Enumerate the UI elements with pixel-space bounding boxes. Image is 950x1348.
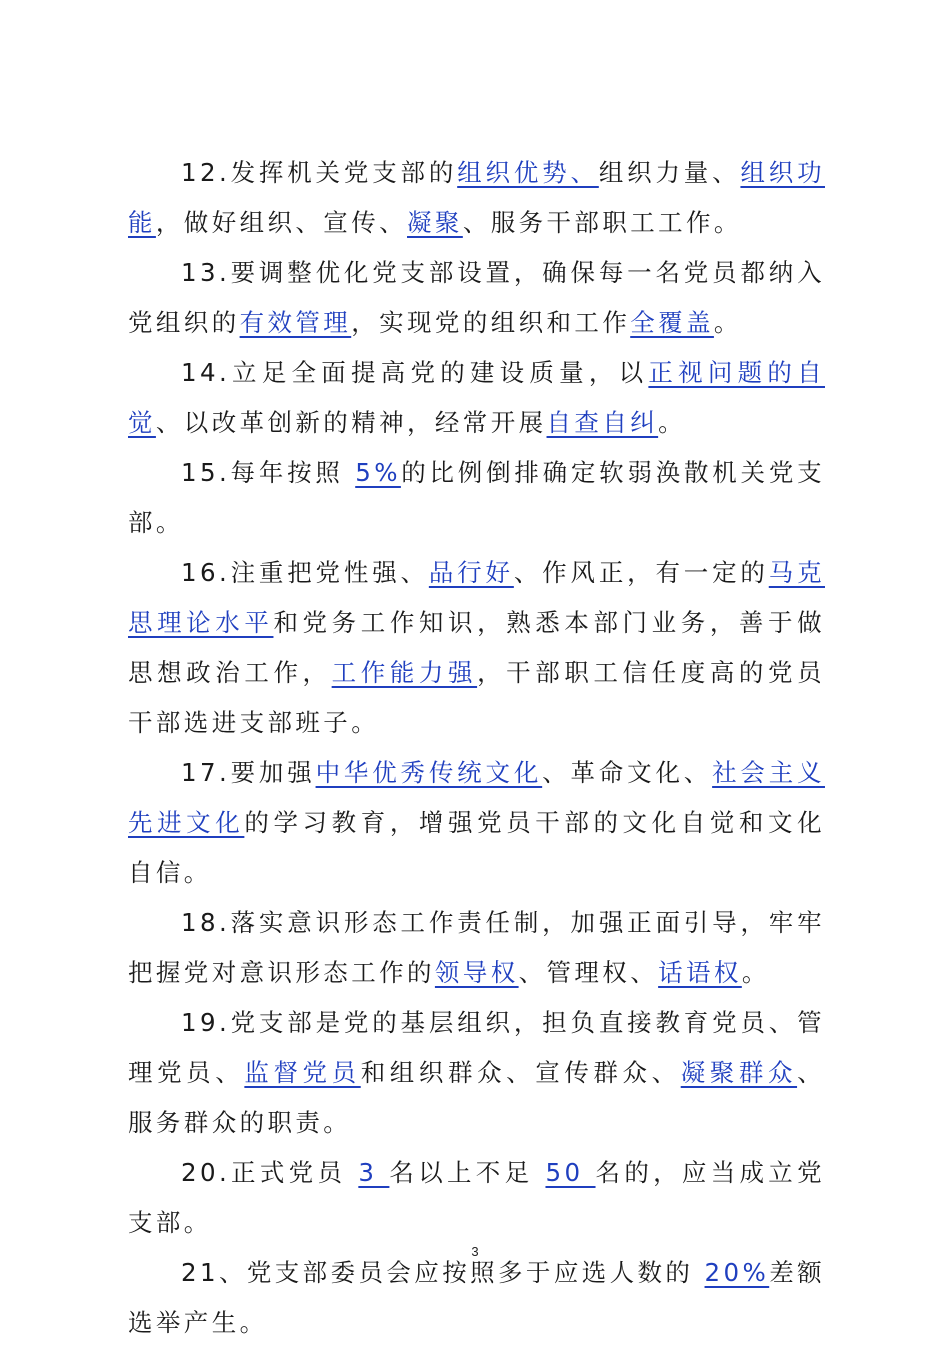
paragraph-text: ，实现党的组织和工作 bbox=[351, 308, 631, 337]
paragraph-item-14 bbox=[128, 348, 825, 448]
fill-in-answer: 组织功能 bbox=[128, 158, 825, 237]
fill-in-answer: 凝聚 bbox=[407, 208, 463, 237]
paragraph-text: 、服务群众的职责。 bbox=[128, 1058, 825, 1137]
document-body bbox=[128, 148, 825, 1348]
paragraph-item-17 bbox=[128, 748, 825, 898]
paragraph-text: 13.要调整优化党支部设置，确保每一名党员都纳入党组织的 bbox=[128, 258, 825, 337]
fill-in-answer: 正视问题的自觉 bbox=[128, 358, 825, 437]
fill-in-answer: 5% bbox=[355, 458, 401, 487]
fill-in-answer: 3 bbox=[358, 1158, 390, 1187]
paragraph-text: ，做好组织、宣传、 bbox=[155, 208, 408, 237]
paragraph-text: 19.党支部是党的基层组织，担负直接教育党员、管理党员、 bbox=[128, 1008, 825, 1087]
paragraph-text: 、服务干部职工工作。 bbox=[462, 208, 742, 237]
paragraph-item-19 bbox=[128, 998, 825, 1148]
paragraph-text: 、革命文化、 bbox=[542, 758, 713, 787]
paragraph-item-20 bbox=[128, 1148, 825, 1248]
fill-in-answer: 工作能力强 bbox=[331, 658, 478, 687]
fill-in-answer: 监督党员 bbox=[244, 1058, 361, 1087]
fill-in-answer: 20% bbox=[704, 1258, 770, 1287]
fill-in-answer: 凝聚群众 bbox=[680, 1058, 798, 1087]
paragraph-text: 、以改革创新的精神，经常开展 bbox=[155, 408, 547, 437]
paragraph-text: 20.正式党员 bbox=[181, 1158, 359, 1187]
fill-in-answer: 马克思理论水平 bbox=[128, 558, 825, 637]
paragraph-text: 17.要加强 bbox=[181, 758, 316, 787]
paragraph-text: 14.立足全面提高党的建设质量，以 bbox=[181, 358, 649, 387]
paragraph-text: 的比例倒排确定软弱涣散机关党支部。 bbox=[128, 458, 825, 537]
paragraph-text: 和党务工作知识，熟悉本部门业务，善于做思想政治工作， bbox=[128, 608, 826, 687]
paragraph-text: 。 bbox=[713, 308, 742, 337]
paragraph-text: 差额选举产生。 bbox=[128, 1258, 825, 1337]
fill-in-answer: 自查自纠 bbox=[546, 408, 659, 437]
paragraph-item-18 bbox=[128, 898, 825, 998]
fill-in-answer: 中华优秀传统文化 bbox=[315, 758, 543, 787]
paragraph-item-15 bbox=[128, 448, 825, 548]
paragraph-text: 21、党支部委员会应按照多于应选人数的 bbox=[181, 1258, 705, 1287]
paragraph-text: ，干部职工信任度高的党员干部选进支部班子。 bbox=[128, 658, 825, 737]
paragraph-text: 16.注重把党性强、 bbox=[181, 558, 429, 587]
paragraph-text: 。 bbox=[658, 408, 687, 437]
fill-in-answer: 50 bbox=[545, 1158, 596, 1187]
paragraph-text: 和组织群众、宣传群众、 bbox=[360, 1058, 681, 1087]
fill-in-answer: 领导权 bbox=[434, 958, 519, 987]
paragraph-text: 、作风正，有一定的 bbox=[513, 558, 769, 587]
paragraph-text: 15.每年按照 bbox=[181, 458, 356, 487]
fill-in-answer: 社会主义先进文化 bbox=[128, 758, 825, 837]
fill-in-answer: 全覆盖 bbox=[630, 308, 714, 337]
paragraph-item-21 bbox=[128, 1248, 825, 1348]
paragraph-text: 名的，应当成立党支部。 bbox=[128, 1158, 825, 1237]
paragraph-text: 12.发挥机关党支部的 bbox=[181, 158, 458, 187]
fill-in-answer: 有效管理 bbox=[239, 308, 352, 337]
paragraph-text: 18.落实意识形态工作责任制，加强正面引导，牢牢把握党对意识形态工作的 bbox=[128, 908, 825, 987]
paragraph-text: 的学习教育，增强党员干部的文化自觉和文化自信。 bbox=[128, 808, 825, 887]
page-number: 3 bbox=[471, 1244, 479, 1259]
paragraph-item-16 bbox=[128, 548, 825, 748]
paragraph-text: 。 bbox=[741, 958, 770, 987]
fill-in-answer: 品行好 bbox=[428, 558, 514, 587]
paragraph-text: 名以上不足 bbox=[389, 1158, 546, 1187]
paragraph-text: 组织力量、 bbox=[598, 158, 741, 187]
paragraph-item-12 bbox=[128, 148, 825, 248]
fill-in-answer: 组织优势、 bbox=[457, 158, 599, 187]
paragraph-item-13 bbox=[128, 248, 825, 348]
fill-in-answer: 话语权 bbox=[658, 958, 742, 987]
paragraph-text: 、管理权、 bbox=[518, 958, 659, 987]
